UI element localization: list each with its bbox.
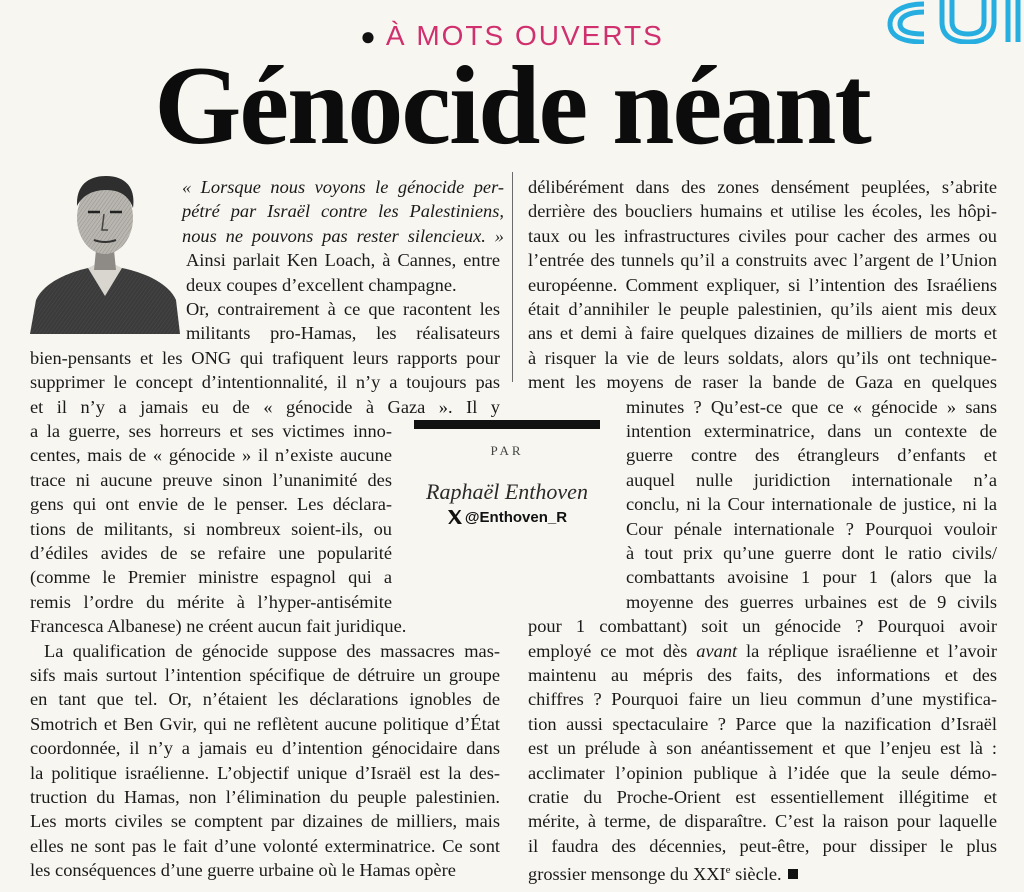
article-line: bien-pensants et les ONG qui trafiquent leurs rapports pour: [30, 347, 500, 368]
article-line: Cour pénale internationale ? Pourquoi vouloir: [626, 518, 997, 539]
author-handle: @Enthoven_R: [464, 509, 568, 526]
article-line: délibérément dans des zones densément peuplées, s’abrite: [528, 177, 997, 197]
article-line: cratie du Proche-Orient est essentiellement illégitime et: [528, 787, 997, 807]
emphasis-word: avant: [696, 640, 738, 661]
byline-par: PAR: [490, 443, 524, 458]
article-line: a la guerre, ses horreurs et ses victimes inno-: [30, 421, 392, 441]
byline-box: [408, 420, 606, 526]
headline: Génocide néant: [154, 44, 870, 168]
article-line: militants pro-Hamas, les réalisateurs: [186, 323, 500, 344]
article-line: ans et demi à faire quelques dizaines de milliers de morts et: [528, 323, 997, 344]
article-line: elles ne sont pas le fait d’une volonté exterminatrice. Ce sont: [30, 835, 500, 856]
article-line: supprimer le concept d’intentionnalité, il n’y a toujours pas: [30, 372, 500, 393]
article-line: intention exterminatrice, dans un contexte de: [626, 421, 997, 441]
author-name: Raphaël Enthoven: [426, 479, 588, 504]
article-line: deux coupes d’excellent champagne.: [186, 274, 457, 295]
article-line: moyenne des guerres urbaines est de 9 civils: [626, 591, 997, 612]
article-line: trace ni aucune preuve sinon l’unanimité des: [30, 469, 392, 490]
article-line: ment les moyens de raser la bande de Gaza en quelques: [528, 372, 997, 393]
century-superscript: e: [725, 864, 731, 877]
article-line: derrière des boucliers humains et utilise les écoles, les hôpi-: [528, 201, 997, 222]
rubric-label: À MOTS OUVERTS: [385, 20, 664, 51]
article-line: Smotrich et Ben Gvir, qui ne reflètent aucune politique d’État: [30, 713, 500, 734]
author-portrait-image: [30, 168, 180, 334]
article-line: combattants avoisine 1 pour 1 (alors que la: [626, 567, 997, 588]
article-line: auquel nulle juridiction internationale n’a: [626, 469, 997, 490]
article-line: « Lorsque nous voyons le génocide per-: [182, 177, 504, 197]
byline-bar: [414, 420, 600, 429]
article-line: d’édiles avides de se refaire une popularité: [30, 543, 392, 563]
article-line: à tout prix qu’une guerre dont le ratio civils/: [626, 543, 997, 563]
article-line: pétré par Israël contre les Palestiniens,: [182, 201, 504, 222]
rubric-bullet: ●: [360, 21, 378, 51]
article-line: remis l’ordre du mérite à l’hyper-antisémite: [30, 591, 392, 612]
article-line: pour 1 combattant) soit un génocide ? Pourquoi avoir: [528, 616, 997, 637]
article-line: il faudra des décennies, peut-être, pour dissiper le plus: [528, 835, 997, 856]
article-line: et il n’y a jamais eu de « génocide à Gaza ». Il y: [30, 396, 500, 417]
article-line: conclu, ni la Cour internationale de justice, ni la: [626, 494, 997, 515]
article-line: La qualification de génocide suppose des massacres mas-: [44, 640, 500, 661]
article-line: tion aussi spectaculaire ? Parce que la nazification d’Israël: [528, 713, 997, 734]
article-line: coordonnée, il n’y a jamais eu d’intention génocidaire dans: [30, 738, 500, 759]
article-line: l’entrée des tunnels qu’il a construits avec l’argent de l’Union: [528, 250, 997, 271]
article-line: sifs mais surtout l’intention spécifique de détruire un groupe: [30, 665, 500, 685]
article-line: européenne. Comment expliquer, si l’intention des Israéliens: [528, 274, 997, 295]
article-line: Or, contrairement à ce que racontent les: [186, 299, 500, 319]
article-line: grossier mensonge du XXIe siècle.: [528, 858, 860, 886]
x-logo-icon: [447, 509, 463, 525]
article-line: minutes ? Qu’est-ce que ce « génocide » sans: [626, 396, 997, 417]
article-line: Les morts civiles se comptent par dizaines de milliers, mais: [30, 811, 500, 832]
article-line: Francesca Albanese) ne créent aucun fait juridique.: [30, 616, 407, 637]
article-line: acclimater l’opinion publique à l’idée que la seule démo-: [528, 762, 997, 783]
article-line: chiffres ? Pourquoi faire un lieu commun d’une mystifica-: [528, 689, 997, 710]
article-line: en tant que tel. Or, n’étaient les déclarations ignobles de: [30, 689, 500, 710]
article-line: employé ce mot dès avant la réplique israélienne et l’avoir: [528, 640, 997, 661]
article-line: centes, mais de « génocide » il n’existe aucune: [30, 445, 392, 466]
article-line: la politique israélienne. L’objectif unique d’Israël est la des-: [30, 762, 500, 783]
column-rule: [512, 172, 513, 382]
article-line: taux ou les infrastructures civiles pour cacher des armes ou: [528, 225, 997, 246]
article-line: maintenu au mépris des faits, des informations et des: [528, 665, 997, 685]
article-line: gens qui ont envie de le penser. Les déclara-: [30, 494, 392, 515]
author-handle-row[interactable]: [408, 509, 606, 526]
article-line: les conséquences d’une guerre urbaine où le Hamas opère: [30, 860, 456, 881]
article-line: était d’annihiler le peuple palestinien, qu’ils aient mis deux: [528, 299, 997, 319]
article-line: nous ne pouvons pas rester silencieux. »: [182, 225, 504, 246]
article-line: guerre contre des étrangleurs d’enfants et: [626, 445, 997, 466]
article-line: (comme le Premier ministre espagnol qui a: [30, 567, 392, 588]
article-line: Ainsi parlait Ken Loach, à Cannes, entre: [186, 250, 500, 271]
article-line: tions de militants, si nombreux soient-ils, ou: [30, 518, 392, 539]
end-of-article-mark: [788, 869, 798, 879]
article-line: mérite, à terme, de disparaître. C’est la raison pour laquelle: [528, 811, 997, 832]
article-line: est un prélude à son anéantissement et que l’enjeu est là :: [528, 738, 997, 759]
article-line: à risquer la vie de leurs soldats, alors qu’ils ont technique-: [528, 347, 997, 368]
article-line: truction du Hamas, non l’élimination du peuple palestinien.: [30, 787, 500, 807]
